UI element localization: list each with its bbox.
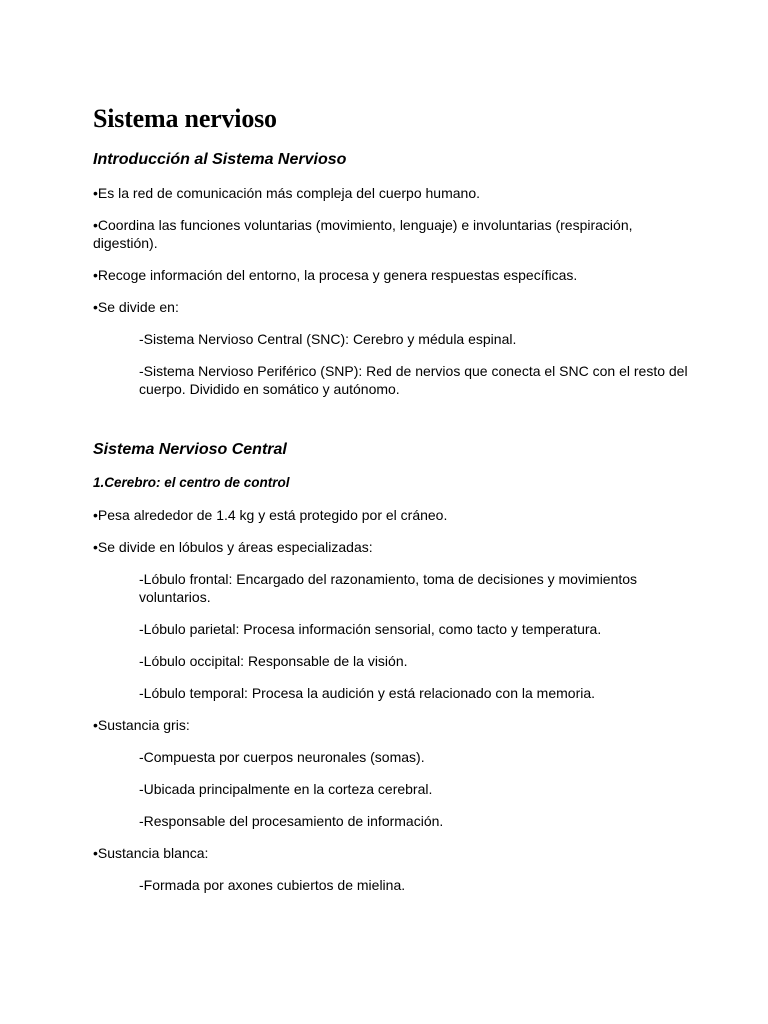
sustancia-gris-label: •Sustancia gris: bbox=[93, 717, 190, 733]
intro-heading: Introducción al Sistema Nervioso bbox=[93, 151, 347, 168]
intro-bullet-4: •Se divide en: bbox=[93, 299, 179, 315]
lobulo-frontal: -Lóbulo frontal: Encargado del razonamiento, toma de decisiones y movimientos voluntarios. bbox=[139, 571, 638, 605]
intro-bullet-1: •Es la red de comunicación más compleja del cuerpo humano. bbox=[93, 185, 480, 201]
sustancia-blanca-item-1: -Formada por axones cubiertos de mielina. bbox=[139, 877, 406, 893]
section-spacer bbox=[93, 412, 688, 440]
snc-subheading: 1.Cerebro: el centro de control bbox=[93, 475, 290, 490]
intro-bullet-2: •Coordina las funciones voluntarias (movimiento, lenguaje) e involuntarias (respiración, digestión). bbox=[93, 217, 633, 251]
intro-bullet-3: •Recoge información del entorno, la procesa y genera respuestas específicas. bbox=[93, 267, 578, 283]
lobulo-occipital: -Lóbulo occipital: Responsable de la visión. bbox=[139, 653, 408, 669]
snc-bullet-2: •Se divide en lóbulos y áreas especializadas: bbox=[93, 539, 373, 555]
sustancia-gris-item-3: -Responsable del procesamiento de información. bbox=[139, 813, 444, 829]
intro-subitem-snp: -Sistema Nervioso Periférico (SNP): Red de nervios que conecta el SNC con el resto del cuerpo. Dividido en somático y autónomo. bbox=[139, 363, 688, 397]
sustancia-gris-item-1: -Compuesta por cuerpos neuronales (somas). bbox=[139, 749, 425, 765]
snc-heading: Sistema Nervioso Central bbox=[93, 441, 287, 458]
snc-bullet-1: •Pesa alrededor de 1.4 kg y está protegido por el cráneo. bbox=[93, 507, 448, 523]
sustancia-gris-item-2: -Ubicada principalmente en la corteza cerebral. bbox=[139, 781, 433, 797]
lobulo-parietal: -Lóbulo parietal: Procesa información sensorial, como tacto y temperatura. bbox=[139, 621, 602, 637]
lobulo-temporal: -Lóbulo temporal: Procesa la audición y está relacionado con la memoria. bbox=[139, 685, 596, 701]
intro-subitem-snc: -Sistema Nervioso Central (SNC): Cerebro y médula espinal. bbox=[139, 331, 517, 347]
document-title: Sistema nervioso bbox=[93, 104, 277, 133]
sustancia-blanca-label: •Sustancia blanca: bbox=[93, 845, 209, 861]
